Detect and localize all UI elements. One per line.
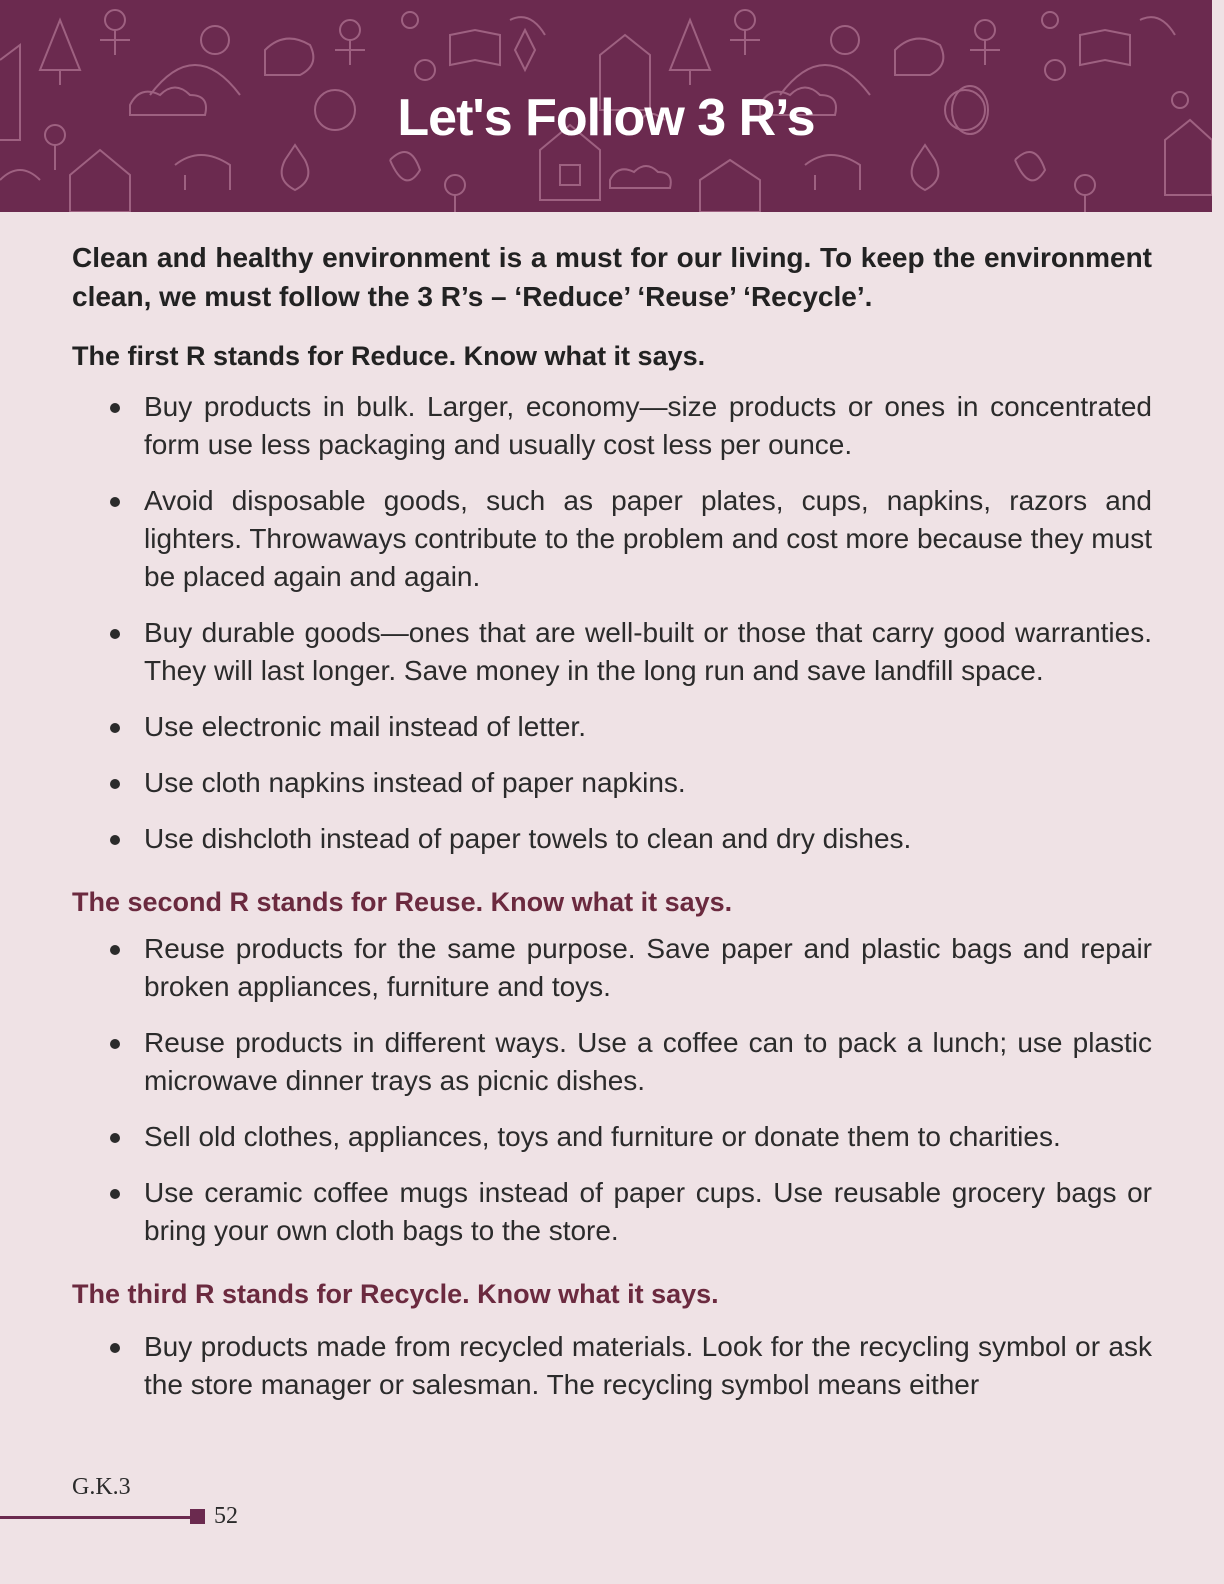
list-item-text: Reuse products for the same purpose. Save paper and plastic bags and repair broken appliances, furniture and toys. <box>144 933 1152 1002</box>
reduce-list <box>72 388 1152 858</box>
recycle-heading: The third R stands for Recycle. Know what it says. <box>72 1279 719 1309</box>
page-edge <box>1212 0 1224 1584</box>
page-title: Let's Follow 3 R’s <box>397 89 815 147</box>
bullet-icon <box>110 835 120 845</box>
list-item <box>110 1328 1152 1404</box>
reuse-heading: The second R stands for Reuse. Know what it says. <box>72 887 733 917</box>
recycle-list <box>72 1328 1152 1404</box>
list-item-text: Buy products made from recycled materials. Look for the recycling symbol or ask the store manager or salesman. The recycling symbol means either <box>144 1331 1152 1400</box>
list-item <box>110 1024 1152 1100</box>
list-item-text: Sell old clothes, appliances, toys and furniture or donate them to charities. <box>144 1121 1061 1152</box>
bullet-icon <box>110 1189 120 1199</box>
book-label: G.K.3 <box>72 1474 131 1500</box>
list-item-text: Use dishcloth instead of paper towels to clean and dry dishes. <box>144 823 912 854</box>
list-item <box>110 1174 1152 1250</box>
list-item-text: Use cloth napkins instead of paper napkins. <box>144 767 686 798</box>
list-item-text: Buy products in bulk. Larger, economy—size products or ones in concentrated form use less packaging and usually cost less per ounce. <box>144 391 1152 460</box>
footer-rule <box>0 1516 196 1519</box>
bullet-icon <box>110 779 120 789</box>
list-item <box>110 930 1152 1006</box>
list-item <box>110 1118 1152 1156</box>
list-item <box>110 388 1152 464</box>
reduce-heading: The first R stands for Reduce. Know what it says. <box>72 341 706 371</box>
page-number: 52 <box>214 1503 238 1529</box>
list-item-text: Buy durable goods—ones that are well-built or those that carry good warranties. They will last longer. Save money in the long run and save landfill space. <box>144 617 1152 686</box>
title-banner <box>0 0 1212 212</box>
bullet-icon <box>110 945 120 955</box>
list-item-text: Use electronic mail instead of letter. <box>144 711 586 742</box>
bullet-icon <box>110 497 120 507</box>
list-item <box>110 764 1152 802</box>
bullet-icon <box>110 1133 120 1143</box>
bullet-icon <box>110 1039 120 1049</box>
list-item-text: Reuse products in different ways. Use a coffee can to pack a lunch; use plastic microwave dinner trays as picnic dishes. <box>144 1027 1152 1096</box>
list-item <box>110 708 1152 746</box>
bullet-icon <box>110 629 120 639</box>
intro-paragraph: Clean and healthy environment is a must for our living. To keep the environment clean, we must follow the 3 R’s – ‘Reduce’ ‘Reuse’ ‘Recycle’. <box>72 242 1152 312</box>
list-item <box>110 614 1152 690</box>
bullet-icon <box>110 723 120 733</box>
list-item <box>110 820 1152 858</box>
list-item-text: Avoid disposable goods, such as paper plates, cups, napkins, razors and lighters. Throwaways contribute to the problem and cost more because they must be placed again and again. <box>144 485 1152 592</box>
footer-square-marker <box>190 1509 205 1524</box>
bullet-icon <box>110 403 120 413</box>
main-content <box>72 238 1152 1404</box>
reuse-list <box>72 930 1152 1250</box>
list-item <box>110 482 1152 596</box>
list-item-text: Use ceramic coffee mugs instead of paper cups. Use reusable grocery bags or bring your own cloth bags to the store. <box>144 1177 1152 1246</box>
bullet-icon <box>110 1343 120 1353</box>
